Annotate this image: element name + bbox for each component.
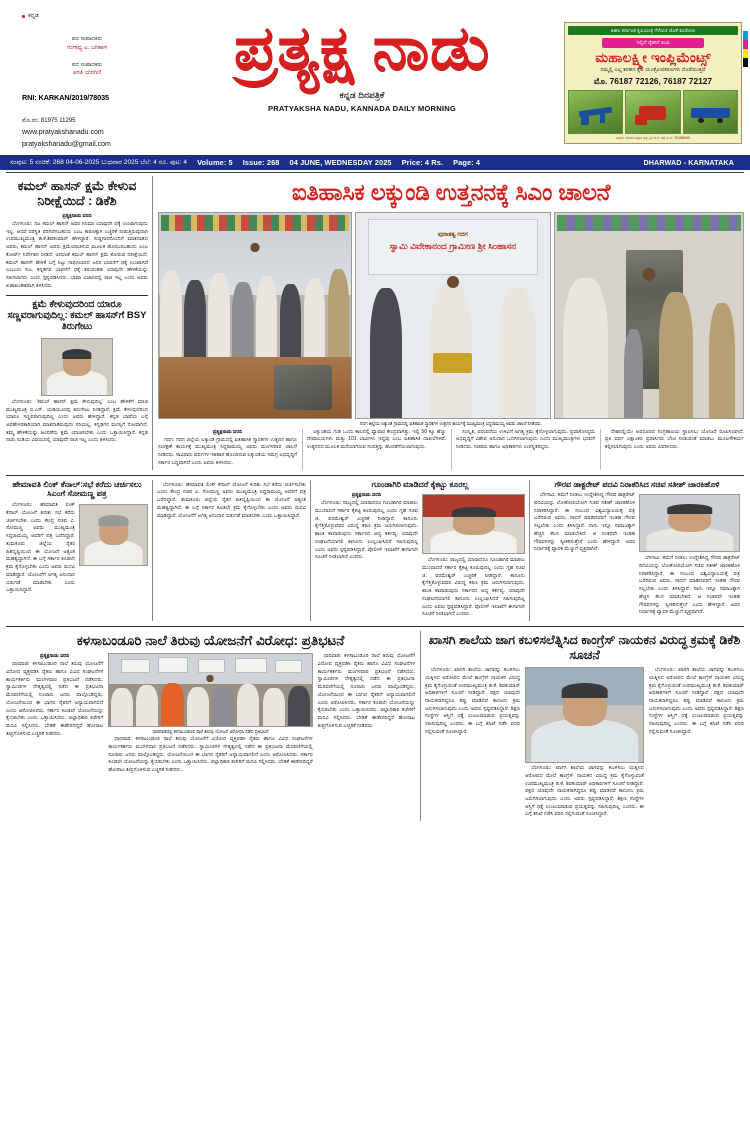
mid-story-1-text: ಬೆಂಗಳೂರು: ಹೇಮಾವತಿ ಲಿಂಕ್ ಕೆನಾಲ್ ಯೋಜನೆ ಕುರಿತು ಸಭೆ ಕರೆದು ಚರ್ಚಿಸಬೇಕು ಎಂದು ಕೇಂದ್ರ ಸಚಿವ ವಿ. ಸೋಮಣ್ಣ ಅವರು ಮುಖ್ಯಮಂತ್ರಿ ಸಿದ್ದರಾಮಯ್ಯ ಅವರಿಗೆ ಪತ್ರ ಬರೆದಿದ್ದಾರೆ. ತುಮಕೂರು ಜಿಲ್ಲೆಯ ರೈತರ ಹಿತದೃಷ್ಟಿಯಿಂದ ಈ ಯೋಜನೆ ಅತ್ಯಂತ ಮಹತ್ವದ್ದಾಗಿದೆ. ಈ ಬಗ್ಗೆ ಸರ್ಕಾರ ಕೂಡಲೇ ಕ್ರಮ ಕೈಗೊಳ್ಳಬೇಕು ಎಂದು ಅವರು ಮನವಿ ಮಾಡಿದ್ದಾರೆ. ಯೋಜನೆಗೆ ಅಗತ್ಯ ಅನುದಾನ ಬಿಡುಗಡೆ ಮಾಡಬೇಕು ಎಂದು ಒತ್ತಾಯಿಸಿದ್ದಾರೆ. bbox=[6, 502, 75, 594]
bottom-2-col-1 bbox=[425, 667, 520, 821]
mid-story-1-portrait bbox=[79, 504, 148, 566]
contact-email[interactable]: pratyakshanadu@gmail.com bbox=[22, 141, 111, 149]
bottom-story-1 bbox=[6, 631, 421, 821]
masthead bbox=[0, 0, 750, 155]
banner-subtitle: ಸ್ವಾಮಿ ವಿವೇಕಾನಂದ ಗ್ರಾಮೀಣ ಶ್ರೀ ಸಿಂಹಾಸನ bbox=[389, 241, 517, 252]
bottom-2-text-b: ಬೆಂಗಳೂರು: ಖಾಸಗಿ ಶಾಲೆಯ ಜಾಗವನ್ನು ಕಬಳಿಸಲು ಯತ್ನಿಸಿದ ಆರೋಪದ ಮೇಲೆ ಕಾಂಗ್ರೆಸ್ ನಾಯಕನ ವಿರುದ್ಧ ಕ್ರಮ ಕೈಗೊಳ್ಳುವಂತೆ ಉಪಮುಖ್ಯಮಂತ್ರಿ ಡಿ.ಕೆ. ಶಿವಕುಮಾರ್ ಅಧಿಕಾರಿಗಳಿಗೆ ಸೂಚನೆ ನೀಡಿದ್ದಾರೆ. ಪಕ್ಷದ ಯಾವುದೇ ನಾಯಕರಾಗಿದ್ದರೂ ತಪ್ಪು ಮಾಡಿದರೆ ಕಾನೂನು ಕ್ರಮ ಜರುಗಿಸಲಾಗುವುದು ಎಂದು ಅವರು ಸ್ಪಷ್ಟಪಡಿಸಿದ್ದಾರೆ. ಶಿಕ್ಷಣ ಸಂಸ್ಥೆಗಳ ಆಸ್ತಿಗೆ ಧಕ್ಕೆ ಉಂಟುಮಾಡುವ ಪ್ರಯತ್ನವನ್ನು ಸಹಿಸುವುದಿಲ್ಲ ಎಂದರು. ಈ ಬಗ್ಗೆ ತನಿಖೆ ನಡೆಸಿ ವರದಿ ಸಲ್ಲಿಸುವಂತೆ ಸೂಚಿಸಿದ್ದಾರೆ. bbox=[525, 765, 644, 818]
ad-product-plough bbox=[568, 90, 623, 134]
mid-story-1-headline[interactable]: ಹೇಮಾವತಿ ಲಿಂಕ್ ಕೆನಾಲ್:ಸಭೆ ಕರೆದು ಚರ್ಚಿಸಲು ಸಿಎಂಗೆ ಸೋಮಣ್ಣ ಪತ್ರ bbox=[12, 479, 142, 499]
mid-story-3-portrait bbox=[639, 494, 740, 552]
ad-product-rotavator bbox=[625, 90, 680, 134]
lead-col-3-text: ಸಂಸ್ಕೃತಿ, ಪರಂಪರೆಯ ಉಳಿವಿಗೆ ಅಗತ್ಯ ಕ್ರಮ ಕೈಗೊಳ್ಳಲಾಗುವುದು. ಪ್ರವಾಸೋದ್ಯಮ ಅಭಿವೃದ್ಧಿಗೆ ವಿಶೇಷ ಅನುದಾನ ಒದಗಿಸಲಾಗುವುದು ಎಂದು ಮುಖ್ಯಮಂತ್ರಿಗಳು ಭರವಸೆ ನೀಡಿದರು. ಸಚಿವರು ಹಾಗೂ ಅಧಿಕಾರಿಗಳು ಉಪಸ್ಥಿತರಿದ್ದರು. bbox=[456, 428, 595, 451]
editor-role-1-label: ಪದ ಸಂಪಾದಕರು bbox=[71, 36, 103, 43]
left-column bbox=[6, 176, 153, 470]
lead-col-2-text: ಲಕ್ಕುಂಡಿಯ ಗುಡಿ ಒಂದು ಕಾಲದಲ್ಲಿ ವ್ಯಾಪಾರ ಕೇಂದ್ರವಾಗಿತ್ತು. ಇಲ್ಲಿ 50 ಕ್ಕೂ ಹೆಚ್ಚು ದೇವಾಲಯಗಳು ಮತ್ತು 101 ಬಾವಿಗಳು ಇದ್ದವು ಎಂಬ ಐತಿಹಾಸಿಕ ದಾಖಲೆಗಳಿವೆ. ಉತ್ಖನನದ ಮೂಲಕ ಮರೆಯಾಗಿರುವ ಸಂಪತ್ತನ್ನು ಹೊರತೆಗೆಯಲಾಗುವುದು. bbox=[307, 428, 446, 451]
info-issue: Issue: 268 bbox=[242, 158, 280, 167]
bottom-1-text-a: ಧಾರವಾಡ: ಕಳಸಾಬಂಡೂರಿ ನಾಲೆ ತಿರುವು ಯೋಜನೆಗೆ ವಿರೋಧ ವ್ಯಕ್ತಪಡಿಸಿ ರೈತರು ಹಾಗೂ ವಿವಿಧ ಸಂಘಟನೆಗಳ ಕಾರ್ಯಕರ್ತರು ಮಂಗಳವಾರ ಪ್ರತಿಭಟನೆ ನಡೆಸಿದರು. ಸ್ವಾಮೀಜಿಗಳ ನೇತೃತ್ವದಲ್ಲಿ ನಡೆದ ಈ ಪ್ರತಿಭಟನಾ ಮೆರವಣಿಗೆಯಲ್ಲಿ ನೂರಾರು ಜನರು ಪಾಲ್ಗೊಂಡಿದ್ದರು. ಯೋಜನೆಯಿಂದ ಈ ಭಾಗದ ರೈತರಿಗೆ ಅನ್ಯಾಯವಾಗಲಿದೆ ಎಂದು ಆರೋಪಿಸಿದರು. ಸರ್ಕಾರ ಕೂಡಲೇ ಯೋಜನೆಯನ್ನು ಕೈಬಿಡಬೇಕು ಎಂದು ಒತ್ತಾಯಿಸಿದರು. ಜಿಲ್ಲಾಧಿಕಾರಿ ಕಚೇರಿಗೆ ಮನವಿ ಸಲ್ಲಿಸಿದರು. ಬೇಡಿಕೆ ಈಡೇರದಿದ್ದರೆ ಹೋರಾಟ ತೀವ್ರಗೊಳಿಸುವ ಎಚ್ಚರಿಕೆ ನೀಡಿದರು. bbox=[6, 661, 104, 737]
left-story-2-portrait bbox=[41, 338, 113, 396]
mid-story-3-headline[interactable]: ಗೌರವ ಡಾಕ್ಟರೇಟ್ ಪದವಿ ನಿರಾಕರಿಸಿದ ಸಚಿವ ಸತೀಶ್ ಜಾರಕಿಹೊಳಿ bbox=[554, 479, 720, 489]
mid-story-3-text-cont: ಬೆಳಗಾವಿ: ತಮಗೆ ನೀಡಲು ಉದ್ದೇಶಿಸಿದ್ದ ಗೌರವ ಡಾಕ್ಟರೇಟ್ ಪದವಿಯನ್ನು ಲೋಕೋಪಯೋಗಿ ಸಚಿವ ಸತೀಶ್ ಜಾರಕಿಹೊಳಿ ನಿರಾಕರಿಸಿದ್ದಾರೆ. ಈ ಸಂಬಂಧ ವಿಶ್ವವಿದ್ಯಾಲಯಕ್ಕೆ ಪತ್ರ ಬರೆದಿರುವ ಅವರು, ಸಾಧನೆ ಮಾಡಿದವರಿಗೆ ಇಂತಹ ಗೌರವ ಸಲ್ಲಬೇಕು ಎಂದು ತಿಳಿಸಿದ್ದಾರೆ. ನಾನು ಇನ್ನೂ ಸಮಾಜಕ್ಕಾಗಿ ಹೆಚ್ಚಿನ ಕೆಲಸ ಮಾಡಬೇಕಿದೆ. ಆ ನಂತರವೇ ಇಂತಹ ಗೌರವಗಳನ್ನು ಸ್ವೀಕರಿಸುತ್ತೇನೆ ಎಂದು ಹೇಳಿದ್ದಾರೆ. ಅವರ ನಿರ್ಧಾರಕ್ಕೆ ವ್ಯಾಪಕ ಮೆಚ್ಚುಗೆ ವ್ಯಕ್ತವಾಗಿದೆ. bbox=[639, 555, 740, 616]
top-section bbox=[6, 176, 744, 470]
left-story-1-headline[interactable]: ಕಮಲ್ ಹಾಸನ್ ಕ್ಷಮೆ ಕೇಳುವ ನಿರೀಕ್ಷೆಯಿದೆ : ಡಿಕೆಶಿ bbox=[17, 179, 137, 208]
lead-story bbox=[158, 176, 744, 470]
left-story-1-text: ಬೆಂಗಳೂರು: ನಟ ಕಮಲ್ ಹಾಸನ್ ಅವರ ಸಿನಿಮಾ ಯಾವುದೇ ಧಕ್ಕೆ ಉಂಟಾಗುವುದು ಇಲ್ಲ. ಆದರೆ ಪರಿಸ್ಥಿತಿ ಪರಿಗಣಿಸಬಹುದು ಎಂಬ ಕಾರಣಕ್ಕಾಗಿ ಎಚ್ಚರಿಕೆ ನೀಡುತ್ತಿರುವುದಾಗಿ ಉಪಮುಖ್ಯಮಂತ್ರಿ ಡಿ.ಕೆ.ಶಿವಕುಮಾರ್ ಹೇಳಿದ್ದಾರೆ. ಸುದ್ದಿಗಾರರೊಂದಿಗೆ ಮಾತನಾಡಿದ ಅವರು, ಕಮಲ್ ಹಾಸನ್ ಅವರು ಕ್ಷಮೆಯಾಚಿಸುವ ಮೂಲಕ ಹೊರಬರಬಹುದು ಎಂಬ ಕೋರ್ಟ್ ನಿರ್ದೇಶನ ನೀಡಿದೆ. ಅದರಂತೆ ಕಮಲ್ ಹಾಸನ್ ಕ್ಷಮೆ ಕೋರುವ ನಿರೀಕ್ಷೆಯಿದೆ. ಕಮಲ್ ಹಾಸನ್ ಹೇಳಿಕೆ ಬಗ್ಗೆ ಸಿಟ್ಟು ಸಾಧಿಸಿಲಾರದ ಜನರ ಭಾವನೆಗೆ ಧಕ್ಕೆ ಉಂಟಾಗಿದೆ ಎಂಬುದು ನಿಜ. ಕನ್ನಡಿಗರ ಭಾವನೆಗೆ ಧಕ್ಕೆ ತರುವಂತಹ ಯಾವುದೇ ಹೇಳಿಕೆಯನ್ನು ಸಹಿಸಲಾಗದು ಎಂದು ಸ್ಪಷ್ಟಪಡಿಸಿದರು. ಭಾಷಾ ವಿಚಾರದಲ್ಲಿ ರಾಜಿ ಇಲ್ಲ ಎಂದು ಅವರು ಖಡಾಖಂಡಿತವಾಗಿ ತಿಳಿಸಿದರು. bbox=[6, 221, 148, 289]
bottom-story-2-portrait bbox=[525, 667, 644, 763]
lead-story-headline[interactable]: ಐತಿಹಾಸಿಕ ಲಕ್ಕುಂಡಿ ಉತ್ತನನಕ್ಕೆ ಸಿಎಂ ಚಾಲನೆ bbox=[291, 179, 611, 205]
page-title: ಪ್ರತ್ಯಕ್ಷ ನಾಡು bbox=[233, 14, 491, 83]
masthead-subtitle-kannada: ಕನ್ನಡ ದಿನಪತ್ರಿಕೆ bbox=[339, 90, 385, 100]
editor-role-2-label: ಪದ ಸಂಪಾದಕರು bbox=[71, 61, 103, 68]
bottom-1-col-3 bbox=[318, 653, 415, 777]
bottom-story-1-headline[interactable]: ಕಳಸಾಬಂಡೂರಿ ನಾಲೆ ತಿರುವು ಯೋಜನೆಗೆ ವಿರೋಧ: ಪ್ರತಿಭಟನೆ bbox=[76, 633, 345, 649]
bottom-story-1-byline: ಪ್ರತ್ಯಕ್ಷನಾಡು ವರದಿ bbox=[40, 653, 70, 660]
bottom-1-col-1 bbox=[6, 653, 103, 777]
editor-name-1: ಗಂಗಾಧ್ಯ ಎ. ಜಗಿಹಾಳ bbox=[66, 44, 108, 51]
left-story-1-body bbox=[6, 221, 148, 291]
protest-photo bbox=[108, 653, 312, 727]
lead-story-columns bbox=[158, 429, 744, 470]
info-price: Price: 4 Rs. bbox=[401, 158, 444, 167]
ad-phone-numbers: ಮೊ. 76187 72126, 76187 72127 bbox=[593, 76, 713, 86]
info-kannada: ಸಂಪುಟ: 5 ಸಂಚಿಕೆ: 268 04-06-2025 ಬುಧವಾರ 2025 ಬೆಲೆ: 4 ರೂ. ಪುಟ: 4 bbox=[10, 158, 188, 166]
lead-col-4-text: ದೇಶದಲ್ಲಿಯೇ ಅಪರೂಪದ ಸಂಗ್ರಹಾಲಯ ಸ್ಥಾಪಿಸಲು ಯೋಜನೆ ರೂಪಿಸಲಾಗಿದೆ. ಪ್ರತಿ ವರ್ಷ ಲಕ್ಷಾಂತರ ಪ್ರವಾಸಿಗರು ಭೇಟಿ ನೀಡುವಂತೆ ಮಾಡಲು ಮೂಲಸೌಕರ್ಯ ಕಲ್ಪಿಸಲಾಗುವುದು ಎಂದು ಅವರು ವಿವರಿಸಿದರು. bbox=[605, 428, 744, 451]
ad-brand-name: ಮಹಾಲಕ್ಷ್ಮೀ ಇಂಪ್ಲಿಮೆಂಟ್ಸ್ bbox=[595, 50, 711, 65]
masthead-left-info bbox=[0, 0, 160, 151]
mid-story-1 bbox=[6, 480, 153, 621]
lead-story-caption: ಗದಗ ಜಿಲ್ಲೆಯ ಲಕ್ಕುಂಡಿ ಗ್ರಾಮದಲ್ಲಿ ಐತಿಹಾಸಿಕ ಸ್ಮಾರಕಗಳ ಉತ್ಖನನ ಕಾರ್ಯಕ್ಕೆ ಮುಖ್ಯಮಂತ್ರಿ ಸಿದ್ದರಾಮಯ್ಯ ಅವರು ಚಾಲನೆ ನೀಡಿದರು. bbox=[359, 420, 543, 426]
bullet-icon bbox=[22, 15, 25, 18]
bottom-section bbox=[6, 626, 744, 821]
contact-phone: ಮೊ.ನಂ: 81975 11295 bbox=[22, 118, 76, 125]
left-story-2-text: ಬೆಂಗಳೂರು: 'ಕಮಲ್ ಹಾಸನ್ ಕ್ಷಮೆ ಕೇಳುವುದಿಲ್ಲ' ಎಂಬ ಹೇಳಿಕೆಗೆ ಮಾಜಿ ಮುಖ್ಯಮಂತ್ರಿ ಬಿ.ಎಸ್. ಯಡಿಯೂರಪ್ಪ ತಿರುಗೇಟು ನೀಡಿದ್ದಾರೆ. ಕ್ಷಮೆ ಕೇಳುವುದರಿಂದ ಯಾರೂ ಸಣ್ಣವರಾಗುವುದಿಲ್ಲ ಎಂದು ಅವರು ಹೇಳಿದ್ದಾರೆ. ಕನ್ನಡ ಭಾಷೆಯ ಬಗ್ಗೆ ಅವಹೇಳನಕಾರಿಯಾಗಿ ಮಾತನಾಡಿರುವುದು ಸರಿಯಲ್ಲ. ಕನ್ನಡಿಗರ ಮನಸ್ಸಿಗೆ ನೋವಾಗಿದೆ. ತಮ್ಮ ಹೇಳಿಕೆಯನ್ನು ಹಿಂಪಡೆದು ಕ್ಷಮೆ ಯಾಚಿಸಬೇಕು ಎಂದು ಒತ್ತಾಯಿಸಿದ್ದಾರೆ. ಕನ್ನಡ ನಾಡು ನುಡಿಯ ವಿಷಯದಲ್ಲಿ ಯಾವುದೇ ರಾಜಿ ಇಲ್ಲ ಎಂದು ತಿಳಿಸಿದರು. bbox=[6, 398, 148, 444]
mid-story-1b-text: ಬೆಂಗಳೂರು: ಹೇಮಾವತಿ ಲಿಂಕ್ ಕೆನಾಲ್ ಯೋಜನೆ ಕುರಿತು ಸಭೆ ಕರೆದು ಚರ್ಚಿಸಬೇಕು ಎಂದು ಕೇಂದ್ರ ಸಚಿವ ವಿ. ಸೋಮಣ್ಣ ಅವರು ಮುಖ್ಯಮಂತ್ರಿ ಸಿದ್ದರಾಮಯ್ಯ ಅವರಿಗೆ ಪತ್ರ ಬರೆದಿದ್ದಾರೆ. ತುಮಕೂರು ಜಿಲ್ಲೆಯ ರೈತರ ಹಿತದೃಷ್ಟಿಯಿಂದ ಈ ಯೋಜನೆ ಅತ್ಯಂತ ಮಹತ್ವದ್ದಾಗಿದೆ. ಈ ಬಗ್ಗೆ ಸರ್ಕಾರ ಕೂಡಲೇ ಕ್ರಮ ಕೈಗೊಳ್ಳಬೇಕು ಎಂದು ಅವರು ಮನವಿ ಮಾಡಿದ್ದಾರೆ. ಯೋಜನೆಗೆ ಅಗತ್ಯ ಅನುದಾನ ಬಿಡುಗಡೆ ಮಾಡಬೇಕು ಎಂದು ಒತ್ತಾಯಿಸಿದ್ದಾರೆ. bbox=[157, 481, 306, 519]
lead-photo-2 bbox=[355, 212, 551, 419]
contact-website[interactable]: www.pratyakshanadu.com bbox=[22, 128, 104, 136]
lead-story-photos bbox=[158, 212, 744, 419]
editor-name-2: ಆರತಿ ಯರಗಿಣಿ bbox=[72, 70, 102, 77]
lead-col-1-text: ಗದಗ: ಗದಗ ಜಿಲ್ಲೆಯ ಲಕ್ಕುಂಡಿ ಗ್ರಾಮದಲ್ಲಿ ಐತಿಹಾಸಿಕ ಸ್ಮಾರಕಗಳ ಉತ್ಖನನ ಹಾಗೂ ಸಂರಕ್ಷಣೆ ಕಾರ್ಯಕ್ಕೆ ಮುಖ್ಯಮಂತ್ರಿ ಸಿದ್ದರಾಮಯ್ಯ ಅವರು ಮಂಗಳವಾರ ಚಾಲನೆ ನೀಡಿದರು. ಸಾವಿರಾರು ವರ್ಷಗಳ ಇತಿಹಾಸ ಹೊಂದಿರುವ ಲಕ್ಕುಂಡಿಯ ಸಮಗ್ರ ಅಭಿವೃದ್ಧಿಗೆ ಸರ್ಕಾರ ಬದ್ಧವಾಗಿದೆ ಎಂದು ಅವರು ತಿಳಿಸಿದರು. bbox=[158, 436, 297, 466]
masthead-title-block bbox=[160, 0, 564, 113]
mid-story-2-portrait bbox=[422, 494, 525, 554]
bottom-story-2-headline[interactable]: ಖಾಸಗಿ ಶಾಲೆಯ ಜಾಗ ಕಬಳಿಸಲೆತ್ನಿಸಿದ ಕಾಂಗ್ರೆಸ್ ನಾಯಕನ ವಿರುದ್ಧ ಕ್ರಮಕ್ಕೆ ಡಿಕೆಶಿ ಸೂಚನೆ bbox=[428, 633, 741, 663]
mid-story-2-text-cont: ಬೆಂಗಳೂರು: ರಾಜ್ಯದಲ್ಲಿ ಯಾರಾದರೂ ಗೂಂಡಾಗಿರಿ ಮಾಡಲು ಮುಂದಾದರೆ ಸರ್ಕಾರ ಕೈಕಟ್ಟಿ ಕೂರುವುದಿಲ್ಲ ಎಂದು ಗೃಹ ಸಚಿವ ಜಿ. ಪರಮೇಶ್ವರ್ ಎಚ್ಚರಿಕೆ ನೀಡಿದ್ದಾರೆ. ಕಾನೂನು ಕೈಗೆತ್ತಿಕೊಳ್ಳುವವರ ವಿರುದ್ಧ ಕಠಿಣ ಕ್ರಮ ಜರುಗಿಸಲಾಗುವುದು. ಶಾಂತಿ ಕಾಪಾಡುವುದು ಸರ್ಕಾರದ ಆದ್ಯ ಕರ್ತವ್ಯ. ಯಾವುದೇ ಸಂಘಟನೆಯಾಗಲಿ ಕಾನೂನು ಉಲ್ಲಂಘಿಸಿದರೆ ಸಹಿಸುವುದಿಲ್ಲ ಎಂದು ಅವರು ಸ್ಪಷ್ಟಪಡಿಸಿದ್ದಾರೆ. ಪೊಲೀಸ್ ಇಲಾಖೆಗೆ ಈಗಾಗಲೇ ಸೂಚನೆ ನೀಡಲಾಗಿದೆ ಎಂದರು. bbox=[422, 557, 525, 618]
mid-story-2-text: ಬೆಂಗಳೂರು: ರಾಜ್ಯದಲ್ಲಿ ಯಾರಾದರೂ ಗೂಂಡಾಗಿರಿ ಮಾಡಲು ಮುಂದಾದರೆ ಸರ್ಕಾರ ಕೈಕಟ್ಟಿ ಕೂರುವುದಿಲ್ಲ ಎಂದು ಗೃಹ ಸಚಿವ ಜಿ. ಪರಮೇಶ್ವರ್ ಎಚ್ಚರಿಕೆ ನೀಡಿದ್ದಾರೆ. ಕಾನೂನು ಕೈಗೆತ್ತಿಕೊಳ್ಳುವವರ ವಿರುದ್ಧ ಕಠಿಣ ಕ್ರಮ ಜರುಗಿಸಲಾಗುವುದು. ಶಾಂತಿ ಕಾಪಾಡುವುದು ಸರ್ಕಾರದ ಆದ್ಯ ಕರ್ತವ್ಯ. ಯಾವುದೇ ಸಂಘಟನೆಯಾಗಲಿ ಕಾನೂನು ಉಲ್ಲಂಘಿಸಿದರೆ ಸಹಿಸುವುದಿಲ್ಲ ಎಂದು ಅವರು ಸ್ಪಷ್ಟಪಡಿಸಿದ್ದಾರೆ. ಪೊಲೀಸ್ ಇಲಾಖೆಗೆ ಈಗಾಗಲೇ ಸೂಚನೆ ನೀಡಲಾಗಿದೆ ಎಂದರು. bbox=[315, 500, 418, 561]
mid-story-2-headline[interactable]: ಗೂಂಡಾಗಿರಿ ಮಾಡಿದರೆ ಕೈಕಟ್ಟು ಕೂರಲ್ಲ bbox=[371, 479, 469, 489]
ad-tagline-2: ಇಲ್ಲಿದೆ ರೈತರಿಗೆ ಖುಷಿ bbox=[602, 38, 704, 48]
left-story-2-headline[interactable]: ಕ್ಷಮೆ ಕೇಳುವುದರಿಂದ ಯಾರೂ ಸಣ್ಣವರಾಗುವುದಿಲ್ಲ: ಕಮಲ್ ಹಾಸನ್‌ಗೆ BSY ತಿರುಗೇಟು bbox=[7, 298, 147, 333]
bottom-1-col-photo bbox=[108, 653, 312, 777]
masthead-subtitle-english: PRATYAKSHA NADU, KANNADA DAILY MORNING bbox=[267, 104, 457, 113]
mid-story-2-byline: ಪ್ರತ್ಯಕ್ಷನಾಡು ವರದಿ bbox=[351, 492, 382, 499]
lead-photo-3 bbox=[554, 212, 744, 419]
masthead-contact bbox=[22, 116, 160, 151]
lead-col-1 bbox=[158, 429, 297, 470]
rni-number: RNI: KARKAN/2019/78035 bbox=[22, 93, 110, 103]
mid-story-2 bbox=[315, 480, 530, 621]
left-story-1-byline: ಪ್ರತ್ಯಕ್ಷನಾಡು ವರದಿ bbox=[62, 213, 92, 219]
lead-col-2 bbox=[302, 429, 446, 470]
info-pages: Page: 4 bbox=[453, 158, 481, 167]
masthead-advertisement[interactable] bbox=[564, 22, 742, 144]
bottom-2-text-a: ಬೆಂಗಳೂರು: ಖಾಸಗಿ ಶಾಲೆಯ ಜಾಗವನ್ನು ಕಬಳಿಸಲು ಯತ್ನಿಸಿದ ಆರೋಪದ ಮೇಲೆ ಕಾಂಗ್ರೆಸ್ ನಾಯಕನ ವಿರುದ್ಧ ಕ್ರಮ ಕೈಗೊಳ್ಳುವಂತೆ ಉಪಮುಖ್ಯಮಂತ್ರಿ ಡಿ.ಕೆ. ಶಿವಕುಮಾರ್ ಅಧಿಕಾರಿಗಳಿಗೆ ಸೂಚನೆ ನೀಡಿದ್ದಾರೆ. ಪಕ್ಷದ ಯಾವುದೇ ನಾಯಕರಾಗಿದ್ದರೂ ತಪ್ಪು ಮಾಡಿದರೆ ಕಾನೂನು ಕ್ರಮ ಜರುಗಿಸಲಾಗುವುದು ಎಂದು ಅವರು ಸ್ಪಷ್ಟಪಡಿಸಿದ್ದಾರೆ. ಶಿಕ್ಷಣ ಸಂಸ್ಥೆಗಳ ಆಸ್ತಿಗೆ ಧಕ್ಕೆ ಉಂಟುಮಾಡುವ ಪ್ರಯತ್ನವನ್ನು ಸಹಿಸುವುದಿಲ್ಲ ಎಂದರು. ಈ ಬಗ್ಗೆ ತನಿಖೆ ನಡೆಸಿ ವರದಿ ಸಲ್ಲಿಸುವಂತೆ ಸೂಚಿಸಿದ್ದಾರೆ. bbox=[425, 667, 521, 735]
bottom-1-text-c: ಧಾರವಾಡ: ಕಳಸಾಬಂಡೂರಿ ನಾಲೆ ತಿರುವು ಯೋಜನೆಗೆ ವಿರೋಧ ವ್ಯಕ್ತಪಡಿಸಿ ರೈತರು ಹಾಗೂ ವಿವಿಧ ಸಂಘಟನೆಗಳ ಕಾರ್ಯಕರ್ತರು ಮಂಗಳವಾರ ಪ್ರತಿಭಟನೆ ನಡೆಸಿದರು. ಸ್ವಾಮೀಜಿಗಳ ನೇತೃತ್ವದಲ್ಲಿ ನಡೆದ ಈ ಪ್ರತಿಭಟನಾ ಮೆರವಣಿಗೆಯಲ್ಲಿ ನೂರಾರು ಜನರು ಪಾಲ್ಗೊಂಡಿದ್ದರು. ಯೋಜನೆಯಿಂದ ಈ ಭಾಗದ ರೈತರಿಗೆ ಅನ್ಯಾಯವಾಗಲಿದೆ ಎಂದು ಆರೋಪಿಸಿದರು. ಸರ್ಕಾರ ಕೂಡಲೇ ಯೋಜನೆಯನ್ನು ಕೈಬಿಡಬೇಕು ಎಂದು ಒತ್ತಾಯಿಸಿದರು. ಜಿಲ್ಲಾಧಿಕಾರಿ ಕಚೇರಿಗೆ ಮನವಿ ಸಲ್ಲಿಸಿದರು. ಬೇಡಿಕೆ ಈಡೇರದಿದ್ದರೆ ಹೋರಾಟ ತೀವ್ರಗೊಳಿಸುವ ಎಚ್ಚರಿಕೆ ನೀಡಿದರು. bbox=[317, 653, 415, 729]
banner-title: ಪುರಾತತ್ವ ಗದಗ bbox=[438, 232, 468, 239]
info-volume: Volume: 5 bbox=[197, 158, 233, 167]
ad-footer-address: ವಿಳಾಸ: ಗದಗಿನ ಬಳ್ಳಾರಿ ರಸ್ತೆ, ಶ್ರೀ ಬಿ.ಕೆ. ರಸ್ತೆ-ಹಿ ಎ: 76186949 bbox=[615, 136, 691, 140]
ad-tagline-1: ಅಖಿಲ ಕರ್ನಾಟಕ ಕೃಷಿಯಂತ್ರ ಗೆಳೆಯರ ಜೊತೆ ಕೂಡೋಣ bbox=[568, 26, 738, 35]
info-place: DHARWAD - KARNATAKA bbox=[643, 158, 734, 167]
lead-byline: ಪ್ರತ್ಯಕ್ಷನಾಡು ವರದಿ bbox=[212, 428, 243, 435]
color-registration-strip bbox=[743, 31, 748, 67]
left-story-2-body bbox=[6, 399, 148, 445]
lead-photo-1 bbox=[158, 212, 352, 419]
ad-product-trailer bbox=[683, 90, 738, 134]
bottom-2-col-photo bbox=[525, 667, 644, 821]
bottom-story-2 bbox=[425, 631, 744, 821]
bottom-2-text-c: ಬೆಂಗಳೂರು: ಖಾಸಗಿ ಶಾಲೆಯ ಜಾಗವನ್ನು ಕಬಳಿಸಲು ಯತ್ನಿಸಿದ ಆರೋಪದ ಮೇಲೆ ಕಾಂಗ್ರೆಸ್ ನಾಯಕನ ವಿರುದ್ಧ ಕ್ರಮ ಕೈಗೊಳ್ಳುವಂತೆ ಉಪಮುಖ್ಯಮಂತ್ರಿ ಡಿ.ಕೆ. ಶಿವಕುಮಾರ್ ಅಧಿಕಾರಿಗಳಿಗೆ ಸೂಚನೆ ನೀಡಿದ್ದಾರೆ. ಪಕ್ಷದ ಯಾವುದೇ ನಾಯಕರಾಗಿದ್ದರೂ ತಪ್ಪು ಮಾಡಿದರೆ ಕಾನೂನು ಕ್ರಮ ಜರುಗಿಸಲಾಗುವುದು ಎಂದು ಅವರು ಸ್ಪಷ್ಟಪಡಿಸಿದ್ದಾರೆ. ಶಿಕ್ಷಣ ಸಂಸ್ಥೆಗಳ ಆಸ್ತಿಗೆ ಧಕ್ಕೆ ಉಂಟುಮಾಡುವ ಪ್ರಯತ್ನವನ್ನು ಸಹಿಸುವುದಿಲ್ಲ ಎಂದರು. ಈ ಬಗ್ಗೆ ತನಿಖೆ ನಡೆಸಿ ವರದಿ ಸಲ್ಲಿಸುವಂತೆ ಸೂಚಿಸಿದ್ದಾರೆ. bbox=[648, 667, 744, 735]
bottom-story-1-caption: ಧಾರವಾಡದಲ್ಲಿ ಕಳಸಾಬಂಡೂರಿ ನಾಲೆ ತಿರುವು ಯೋಜನೆ ವಿರೋಧಿಸಿ ನಡೆದ ಪ್ರತಿಭಟನೆ bbox=[152, 729, 269, 735]
ad-description: ನಮ್ಮಲ್ಲಿ ಎಲ್ಲ ತರಹದ ಕೃಷಿ ಯಂತ್ರೋಪಕರಣಗಳು ದೊರೆಯುತ್ತವೆ bbox=[600, 67, 706, 73]
masthead-language-tag bbox=[22, 12, 160, 21]
middle-section bbox=[6, 475, 744, 621]
bottom-2-col-3 bbox=[649, 667, 744, 821]
event-banner bbox=[368, 219, 539, 275]
info-date: 04 JUNE, WEDNESDAY 2025 bbox=[289, 158, 392, 167]
lead-col-4 bbox=[600, 429, 744, 470]
language-label: ಕನ್ನಡ bbox=[28, 13, 39, 19]
bottom-1-text-b: ಧಾರವಾಡ: ಕಳಸಾಬಂಡೂರಿ ನಾಲೆ ತಿರುವು ಯೋಜನೆಗೆ ವಿರೋಧ ವ್ಯಕ್ತಪಡಿಸಿ ರೈತರು ಹಾಗೂ ವಿವಿಧ ಸಂಘಟನೆಗಳ ಕಾರ್ಯಕರ್ತರು ಮಂಗಳವಾರ ಪ್ರತಿಭಟನೆ ನಡೆಸಿದರು. ಸ್ವಾಮೀಜಿಗಳ ನೇತೃತ್ವದಲ್ಲಿ ನಡೆದ ಈ ಪ್ರತಿಭಟನಾ ಮೆರವಣಿಗೆಯಲ್ಲಿ ನೂರಾರು ಜನರು ಪಾಲ್ಗೊಂಡಿದ್ದರು. ಯೋಜನೆಯಿಂದ ಈ ಭಾಗದ ರೈತರಿಗೆ ಅನ್ಯಾಯವಾಗಲಿದೆ ಎಂದು ಆರೋಪಿಸಿದರು. ಸರ್ಕಾರ ಕೂಡಲೇ ಯೋಜನೆಯನ್ನು ಕೈಬಿಡಬೇಕು ಎಂದು ಒತ್ತಾಯಿಸಿದರು. ಜಿಲ್ಲಾಧಿಕಾರಿ ಕಚೇರಿಗೆ ಮನವಿ ಸಲ್ಲಿಸಿದರು. ಬೇಡಿಕೆ ಈಡೇರದಿದ್ದರೆ ಹೋರಾಟ ತೀವ್ರಗೊಳಿಸುವ ಎಚ್ಚರಿಕೆ ನೀಡಿದರು. bbox=[108, 736, 313, 774]
mid-story-3-text: ಬೆಳಗಾವಿ: ತಮಗೆ ನೀಡಲು ಉದ್ದೇಶಿಸಿದ್ದ ಗೌರವ ಡಾಕ್ಟರೇಟ್ ಪದವಿಯನ್ನು ಲೋಕೋಪಯೋಗಿ ಸಚಿವ ಸತೀಶ್ ಜಾರಕಿಹೊಳಿ ನಿರಾಕರಿಸಿದ್ದಾರೆ. ಈ ಸಂಬಂಧ ವಿಶ್ವವಿದ್ಯಾಲಯಕ್ಕೆ ಪತ್ರ ಬರೆದಿರುವ ಅವರು, ಸಾಧನೆ ಮಾಡಿದವರಿಗೆ ಇಂತಹ ಗೌರವ ಸಲ್ಲಬೇಕು ಎಂದು ತಿಳಿಸಿದ್ದಾರೆ. ನಾನು ಇನ್ನೂ ಸಮಾಜಕ್ಕಾಗಿ ಹೆಚ್ಚಿನ ಕೆಲಸ ಮಾಡಬೇಕಿದೆ. ಆ ನಂತರವೇ ಇಂತಹ ಗೌರವಗಳನ್ನು ಸ್ವೀಕರಿಸುತ್ತೇನೆ ಎಂದು ಹೇಳಿದ್ದಾರೆ. ಅವರ ನಿರ್ಧಾರಕ್ಕೆ ವ್ಯಾಪಕ ಮೆಚ್ಚುಗೆ ವ್ಯಕ್ತವಾಗಿದೆ. bbox=[534, 492, 635, 553]
masthead-editors bbox=[22, 35, 160, 78]
mid-story-3 bbox=[534, 480, 744, 621]
publication-info-bar bbox=[0, 155, 750, 170]
ad-product-images bbox=[568, 90, 738, 134]
lead-col-3 bbox=[451, 429, 595, 470]
mid-story-1b bbox=[157, 480, 311, 621]
